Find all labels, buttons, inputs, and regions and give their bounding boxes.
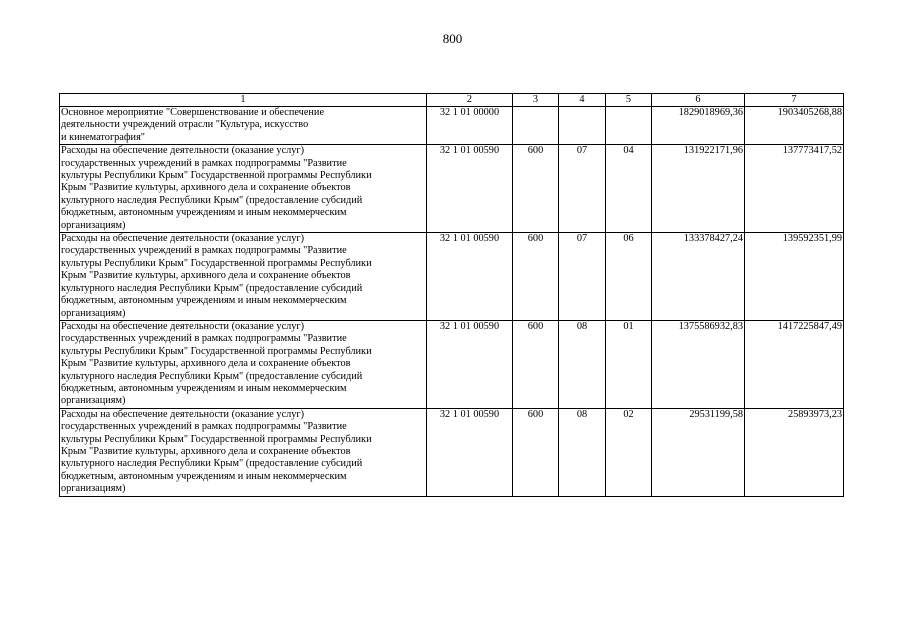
row-sum-1: 133378427,24 — [652, 233, 745, 321]
row-name-line: государственных учреждений в рамках подпрограммы "Развитие — [61, 157, 347, 169]
row-name-line: культурного наследия Республики Крым" (предоставление субсидий — [61, 458, 363, 470]
table-row — [60, 107, 844, 145]
row-section: 08 — [559, 320, 606, 408]
row-name-line: деятельности учреждений отрасли "Культура, искусство — [61, 119, 309, 131]
column-number-row — [60, 94, 844, 107]
row-name-line: организациям) — [61, 483, 126, 495]
row-name-line: Расходы на обеспечение деятельности (оказание услуг) — [61, 408, 305, 420]
row-expense-type — [513, 107, 559, 145]
row-name-line: Основное мероприятие "Совершенствование и обеспечение — [61, 107, 325, 118]
row-name-line: бюджетным, автономным учреждениям и иным некоммерческим — [61, 470, 347, 482]
row-name-line: организациям) — [61, 307, 126, 319]
row-name — [60, 320, 427, 408]
row-name — [60, 233, 427, 321]
row-target-code: 32 1 01 00590 — [427, 408, 513, 496]
row-section — [559, 107, 606, 145]
row-name-line: культурного наследия Республики Крым" (предоставление субсидий — [61, 194, 363, 206]
row-name-line: Крым "Развитие культуры, архивного дела и сохранение объектов — [61, 358, 351, 370]
row-name-line: культуры Республики Крым" Государственной программы Республики — [61, 170, 372, 182]
row-sum-1: 1829018969,36 — [652, 107, 745, 145]
row-subsection: 06 — [606, 233, 652, 321]
row-subsection: 02 — [606, 408, 652, 496]
table-row — [60, 408, 844, 496]
row-sum-1: 131922171,96 — [652, 145, 745, 233]
row-expense-type: 600 — [513, 233, 559, 321]
row-section: 07 — [559, 145, 606, 233]
row-expense-type: 600 — [513, 145, 559, 233]
row-target-code: 32 1 01 00000 — [427, 107, 513, 145]
row-name — [60, 145, 427, 233]
row-name-line: Крым "Развитие культуры, архивного дела и сохранение объектов — [61, 445, 351, 457]
row-subsection — [606, 107, 652, 145]
row-name-line: Расходы на обеспечение деятельности (оказание услуг) — [61, 320, 305, 332]
row-name — [60, 408, 427, 496]
row-target-code: 32 1 01 00590 — [427, 320, 513, 408]
column-number: 5 — [606, 94, 652, 107]
row-sum-1: 1375586932,83 — [652, 320, 745, 408]
row-name-line: Крым "Развитие культуры, архивного дела и сохранение объектов — [61, 182, 351, 194]
row-name-line: государственных учреждений в рамках подпрограммы "Развитие — [61, 421, 347, 433]
row-sum-2: 1417225847,49 — [745, 320, 844, 408]
column-number: 2 — [427, 94, 513, 107]
row-name-line: Крым "Развитие культуры, архивного дела и сохранение объектов — [61, 270, 351, 282]
table-row — [60, 233, 844, 321]
table-row — [60, 320, 844, 408]
column-number: 7 — [745, 94, 844, 107]
row-name-line: организациям) — [61, 395, 126, 407]
row-subsection: 01 — [606, 320, 652, 408]
row-name-line: культурного наследия Республики Крым" (предоставление субсидий — [61, 282, 363, 294]
row-target-code: 32 1 01 00590 — [427, 145, 513, 233]
row-section: 07 — [559, 233, 606, 321]
budget-table — [59, 93, 844, 497]
row-expense-type: 600 — [513, 320, 559, 408]
column-number: 1 — [60, 94, 427, 107]
row-name-line: бюджетным, автономным учреждениям и иным некоммерческим — [61, 207, 347, 219]
row-name-line: Расходы на обеспечение деятельности (оказание услуг) — [61, 233, 305, 245]
row-target-code: 32 1 01 00590 — [427, 233, 513, 321]
row-name — [60, 107, 427, 145]
column-number: 4 — [559, 94, 606, 107]
row-name-line: бюджетным, автономным учреждениям и иным некоммерческим — [61, 382, 347, 394]
row-expense-type: 600 — [513, 408, 559, 496]
row-sum-2: 25893973,23 — [745, 408, 844, 496]
column-number: 3 — [513, 94, 559, 107]
row-name-line: организациям) — [61, 219, 126, 231]
row-section: 08 — [559, 408, 606, 496]
row-name-line: культуры Республики Крым" Государственной программы Республики — [61, 433, 372, 445]
row-sum-2: 1903405268,88 — [745, 107, 844, 145]
row-name-line: и кинематография" — [61, 131, 146, 143]
row-name-line: бюджетным, автономным учреждениям и иным некоммерческим — [61, 295, 347, 307]
row-name-line: культурного наследия Республики Крым" (предоставление субсидий — [61, 370, 363, 382]
column-number: 6 — [652, 94, 745, 107]
page-number: 800 — [442, 31, 463, 46]
row-sum-2: 137773417,52 — [745, 145, 844, 233]
table-row — [60, 145, 844, 233]
row-name-line: государственных учреждений в рамках подпрограммы "Развитие — [61, 333, 347, 345]
row-name-line: государственных учреждений в рамках подпрограммы "Развитие — [61, 245, 347, 257]
row-sum-1: 29531199,58 — [652, 408, 745, 496]
row-name-line: культуры Республики Крым" Государственной программы Республики — [61, 257, 372, 269]
row-sum-2: 139592351,99 — [745, 233, 844, 321]
row-subsection: 04 — [606, 145, 652, 233]
row-name-line: Расходы на обеспечение деятельности (оказание услуг) — [61, 145, 305, 157]
row-name-line: культуры Республики Крым" Государственной программы Республики — [61, 345, 372, 357]
